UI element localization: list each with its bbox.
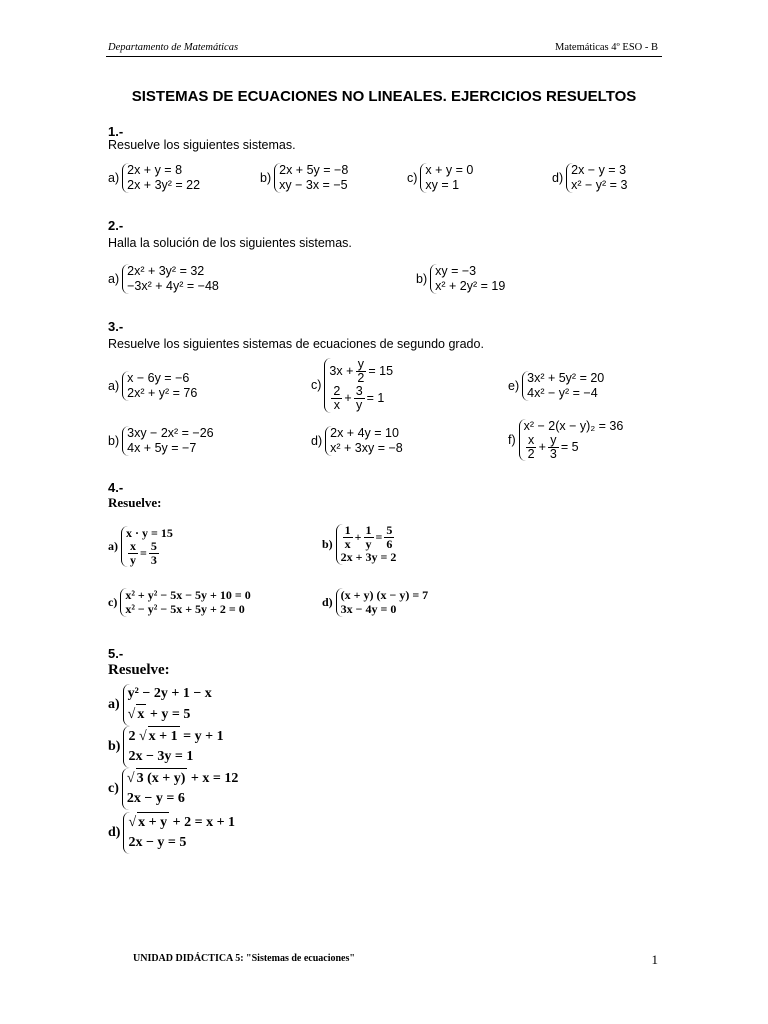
term: + x = 12 — [190, 770, 239, 786]
exercise-3e — [508, 371, 604, 401]
system-brace — [122, 163, 200, 193]
exercise-1b — [260, 163, 348, 193]
exercise-2b — [416, 264, 505, 294]
equation-2: 4x + 5y = −7 — [127, 441, 197, 455]
radicand: x — [136, 704, 146, 725]
equation-2 — [524, 434, 624, 461]
exercise-label: c) — [311, 378, 322, 393]
equation-2: 2x − y = 6 — [126, 791, 185, 807]
exercise-label: d) — [311, 434, 323, 448]
exercise-2a — [108, 264, 219, 294]
header-rule — [106, 56, 662, 57]
exercise-label: b) — [322, 536, 333, 551]
operator: + — [538, 440, 546, 455]
exercise-label: b) — [108, 738, 121, 754]
system-brace — [420, 163, 473, 193]
equation-1: 2x − y = 3 — [571, 163, 627, 177]
numerator: x — [527, 433, 535, 447]
section-5-number: 5.- — [108, 646, 124, 661]
exercise-label: a) — [108, 696, 120, 712]
section-4-number: 4.- — [108, 480, 124, 495]
exercise-4a — [108, 526, 173, 567]
sqrt-icon: √ — [138, 728, 147, 744]
numerator: y — [550, 433, 557, 447]
denominator: 2 — [527, 447, 535, 462]
system-brace — [336, 524, 397, 565]
equation-1 — [128, 726, 223, 747]
operator: = — [375, 529, 383, 544]
exercise-4d — [322, 588, 428, 617]
denominator: y — [356, 398, 363, 413]
fraction — [548, 434, 559, 461]
system-brace — [123, 812, 235, 854]
header-department: Departamento de Matemáticas — [108, 42, 239, 53]
exercise-label: a) — [108, 171, 120, 185]
system-brace — [122, 426, 214, 456]
term: = y + 1 — [183, 728, 224, 744]
term: = 15 — [368, 364, 394, 379]
section-1-number: 1.- — [108, 124, 124, 139]
section-1-instruction: Resuelve los siguientes sistemas. — [108, 138, 296, 152]
fraction — [343, 524, 353, 550]
section-3-instruction: Resuelve los siguientes sistemas de ecuaciones de segundo grado. — [108, 337, 484, 351]
exercise-label: a) — [108, 379, 120, 393]
numerator: y — [357, 357, 364, 371]
numerator: x — [130, 539, 136, 554]
exercise-label: d) — [108, 824, 121, 840]
system-brace — [324, 358, 393, 413]
exercise-5b — [108, 726, 224, 768]
equation-2: xy − 3x = −5 — [279, 178, 348, 192]
equation-1: 2x + 4y = 10 — [330, 426, 399, 440]
system-brace — [519, 419, 624, 461]
equation-1: x² − 2(x − y)₂ = 36 — [523, 419, 624, 433]
equation-2: x² + 3xy = −8 — [330, 441, 403, 455]
equation-1: 3xy − 2x² = −26 — [127, 426, 214, 440]
exercise-label: a) — [108, 538, 118, 553]
fraction — [128, 540, 138, 566]
sqrt-icon: √ — [127, 706, 136, 722]
equation-2: 2x − y = 5 — [128, 835, 187, 851]
exercise-5c — [108, 768, 238, 810]
page-number: 1 — [651, 952, 658, 967]
exercise-label: d) — [552, 171, 564, 185]
operator: + — [354, 529, 362, 544]
section-5-instruction: Resuelve: — [108, 662, 170, 678]
denominator: y — [130, 552, 136, 567]
exercise-label: b) — [260, 171, 272, 185]
exercise-5a — [108, 684, 212, 726]
equation-2 — [126, 540, 173, 566]
equation-1 — [127, 768, 238, 789]
numerator: 3 — [355, 384, 363, 399]
numerator: 1 — [365, 523, 372, 537]
exercise-1a — [108, 163, 200, 193]
system-brace — [122, 371, 197, 401]
fraction — [331, 385, 342, 412]
exercise-3a — [108, 371, 197, 401]
equation-2: 2x² + y² = 76 — [127, 386, 198, 400]
equation-2: x² − y² = 3 — [571, 178, 628, 192]
system-brace — [566, 163, 627, 193]
equation-1: x² + y² − 5x − 5y + 10 = 0 — [125, 588, 251, 602]
equation-2: x² − y² − 5x + 5y + 2 = 0 — [125, 602, 245, 617]
denominator: 3 — [549, 447, 557, 462]
equation-1: 2x + y = 8 — [127, 163, 183, 177]
fraction — [364, 524, 374, 550]
system-brace — [123, 726, 223, 768]
exercise-4b — [322, 524, 396, 565]
coefficient: 2 — [128, 728, 136, 744]
radicand: x + y — [137, 812, 169, 833]
exercise-label: b) — [108, 434, 120, 448]
equation-1: xy = −3 — [435, 264, 477, 278]
radicand: 3 (x + y) — [136, 768, 188, 789]
term: = 1 — [366, 391, 385, 406]
system-brace — [120, 588, 250, 617]
equation-1: y² − 2y + 1 − x — [127, 686, 212, 701]
fraction — [526, 434, 537, 461]
exercise-label: a) — [108, 272, 120, 286]
exercise-label: c) — [108, 780, 119, 796]
section-4-instruction: Resuelve: — [108, 495, 162, 510]
equation-2: 2x − 3y = 1 — [128, 749, 194, 765]
system-brace — [122, 768, 238, 810]
equation-1: (x + y) (x − y) = 7 — [340, 588, 429, 602]
equation-1 — [329, 358, 393, 385]
exercise-1d — [552, 163, 627, 193]
equation-1: x − 6y = −6 — [127, 371, 190, 385]
footer-unit: UNIDAD DIDÁCTICA 5: "Sistemas de ecuaciones" — [133, 953, 355, 964]
fraction — [354, 385, 365, 412]
system-brace — [430, 264, 505, 294]
exercise-3c — [311, 358, 393, 413]
exercise-label: c) — [407, 171, 418, 185]
system-brace — [325, 426, 403, 456]
numerator: 5 — [386, 523, 393, 537]
operator: + — [344, 391, 352, 406]
equation-2: 4x² − y² = −4 — [527, 386, 598, 400]
system-brace — [123, 684, 212, 726]
fraction — [384, 524, 394, 550]
system-brace — [121, 526, 173, 567]
denominator: 6 — [386, 536, 393, 551]
exercise-label: d) — [322, 594, 333, 609]
equation-2: xy = 1 — [425, 178, 460, 192]
system-brace — [122, 264, 219, 294]
equation-1: 2x + 5y = −8 — [279, 163, 349, 177]
section-3-number: 3.- — [108, 319, 124, 334]
exercise-5d — [108, 812, 235, 854]
denominator: x — [344, 536, 351, 551]
term: = 5 — [560, 440, 579, 455]
numerator: 2 — [333, 384, 341, 399]
equation-2: 3x − 4y = 0 — [340, 602, 397, 617]
equation-1: x · y = 15 — [126, 526, 173, 540]
fraction — [149, 540, 159, 566]
sqrt-icon: √ — [126, 770, 135, 786]
header-course: Matemáticas 4º ESO - B — [555, 42, 658, 53]
system-brace — [274, 163, 348, 193]
equation-2: −3x² + 4y² = −48 — [127, 279, 219, 293]
denominator: 3 — [150, 552, 157, 567]
equation-2: x² + 2y² = 19 — [435, 279, 506, 293]
equation-2: 2x + 3y² = 22 — [127, 178, 201, 192]
denominator: y — [365, 536, 372, 551]
equation-2: 2x + 3y = 2 — [340, 550, 397, 565]
exercise-label: f) — [508, 433, 516, 448]
equation-1 — [128, 812, 235, 833]
equation-1: x + y = 0 — [425, 163, 474, 177]
section-2-instruction: Halla la solución de los siguientes sistemas. — [108, 236, 352, 250]
radicand: x + 1 — [148, 726, 180, 747]
exercise-1c — [407, 163, 473, 193]
term: 3x + — [329, 364, 354, 379]
system-brace — [522, 371, 604, 401]
section-2-number: 2.- — [108, 218, 124, 233]
term: + 2 = x + 1 — [172, 814, 236, 830]
numerator: 5 — [150, 539, 157, 554]
exercise-label: c) — [108, 594, 118, 609]
equation-1 — [341, 524, 397, 550]
numerator: 1 — [344, 523, 351, 537]
system-brace — [336, 588, 429, 617]
exercise-4c — [108, 588, 251, 617]
term: + y = 5 — [149, 706, 191, 722]
denominator: 2 — [357, 371, 365, 386]
exercise-3b — [108, 426, 214, 456]
page-title: SISTEMAS DE ECUACIONES NO LINEALES. EJERCICIOS RESUELTOS — [131, 88, 637, 105]
exercise-label: b) — [416, 272, 428, 286]
exercise-3f — [508, 419, 623, 461]
equation-1: 2x² + 3y² = 32 — [127, 264, 205, 278]
denominator: x — [333, 398, 341, 413]
exercise-3d — [311, 426, 403, 456]
fraction — [355, 358, 366, 385]
equation-2 — [128, 704, 212, 725]
equation-1: 3x² + 5y² = 20 — [527, 371, 605, 385]
exercise-label: e) — [508, 379, 520, 393]
operator: = — [140, 546, 147, 561]
sqrt-icon: √ — [128, 814, 137, 830]
equation-2 — [329, 385, 393, 412]
